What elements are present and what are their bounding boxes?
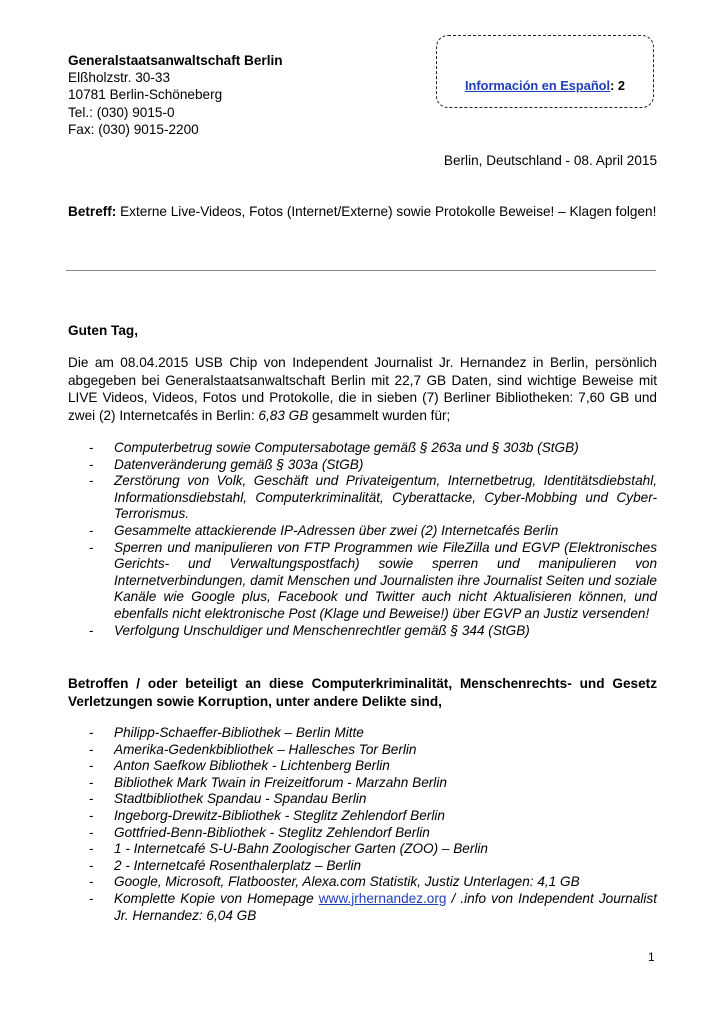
recipient-fax: Fax: (030) 9015-2200 xyxy=(68,121,199,137)
list-item: - Anton Saefkow Bibliothek - Lichtenberg Berlin xyxy=(89,758,390,774)
greeting: Guten Tag, xyxy=(68,323,138,338)
affected-heading: Betroffen / oder beteiligt an diese Computerkriminalität, Menschenrechts- und Gesetz Verletzungen sowie Korruption, unter andere Delikte sind, xyxy=(68,676,657,709)
recipient-org: Generalstaatsanwaltschaft Berlin xyxy=(68,53,283,68)
spanish-info-link[interactable]: Información en Español xyxy=(465,78,611,93)
page-number: 1 xyxy=(648,950,655,964)
list-item: - Ingeborg-Drewitz-Bibliothek - Steglitz Zehlendorf Berlin xyxy=(89,807,445,823)
recipient-tel: Tel.: (030) 9015-0 xyxy=(68,104,175,120)
list-item: - Amerika-Gedenkbibliothek – Hallesches Tor Berlin xyxy=(89,741,417,757)
divider xyxy=(66,270,656,271)
list-item: - Google, Microsoft, Flatbooster, Alexa.com Statistik, Justiz Unterlagen: 4,1 GB xyxy=(89,874,580,890)
intro-amount: 6,83 GB xyxy=(258,407,309,423)
offenses-list xyxy=(68,440,657,639)
date-line: Berlin, Deutschland - 08. April 2015 xyxy=(443,153,657,168)
list-item: - 1 - Internetcafé S-U-Bahn Zoologischer Garten (ZOO) – Berlin xyxy=(89,841,488,857)
intro-text-2: gesammelt wurden für; xyxy=(308,407,451,423)
list-item: - Stadtbibliothek Spandau - Spandau Berlin xyxy=(89,791,367,807)
list-item: - Zerstörung von Volk, Geschäft und Privateigentum, Internetbetrug, Identitätsdiebstahl, Informationsdiebstahl, Computerkriminalität, Cyberattacke, Cyber-Mobbing und Cyber-Terrorismus. xyxy=(89,473,657,522)
list-item: - Gesammelte attackierende IP-Adressen über zwei (2) Internetcafés Berlin xyxy=(89,522,559,538)
language-info-box xyxy=(436,35,654,108)
list-item: - Computerbetrug sowie Computersabotage gemäß § 263a und § 303b (StGB) xyxy=(89,440,579,455)
list-item: - Philipp-Schaeffer-Bibliothek – Berlin Mitte xyxy=(89,725,364,740)
list-item: - Datenveränderung gemäß § 303a (StGB) xyxy=(89,456,364,472)
list-item: - Verfolgung Unschuldiger und Menschenrechtler gemäß § 344 (StGB) xyxy=(89,622,530,638)
recipient-street: Elßholzstr. 30-33 xyxy=(68,70,170,86)
spanish-info-page: : 2 xyxy=(610,78,625,93)
list-item: - Komplette Kopie von Homepage www.jrhernandez.org / .info von Independent Journalist Jr. Hernandez: 6,04 GB xyxy=(89,890,658,923)
list-item: - Gottfried-Benn-Bibliothek - Steglitz Zehlendorf Berlin xyxy=(89,824,430,840)
recipient-city: 10781 Berlin-Schöneberg xyxy=(68,87,223,103)
subject-label: Betreff: xyxy=(68,204,117,219)
intro-paragraph xyxy=(68,354,657,424)
affected-list xyxy=(68,725,657,924)
list-item: - 2 - Internetcafé Rosenthalerplatz – Berlin xyxy=(89,857,362,873)
intro-text-1: Die am 08.04.2015 USB Chip von Independent Journalist Jr. Hernandez in Berlin, persönlich abgegeben bei Generalstaatsanwaltschaft Berlin mit 22,7 GB Daten, sind wichtige Beweise mit LIVE Videos, Videos, Fotos und Protokolle, die in sieben (7) Berliner Bibliotheken: 7,60 GB und zwei (2) Internetcafés in Berlin: xyxy=(68,355,657,423)
subject-line xyxy=(68,203,658,221)
subject-text: Externe Live-Videos, Fotos (Internet/Externe) sowie Protokolle Beweise! – Klagen folgen! xyxy=(116,204,657,219)
homepage-link[interactable]: www.jrhernandez.org xyxy=(318,890,447,906)
list-item: - Bibliothek Mark Twain in Freizeitforum - Marzahn Berlin xyxy=(89,774,447,790)
recipient-address xyxy=(68,52,283,138)
list-item: - Sperren und manipulieren von FTP Programmen wie FileZilla und EGVP (Elektronisches Gerichts- und Verwaltungspostfach) sowie sperren und manipulieren von Internetverbindungen, damit Menschen und Journalisten ihre Journalist Seiten und soziale Kanäle wie Google plus, Facebook und Twitter auch nicht Aktualisieren können, und ebenfalls nicht elektronische Post (Klage und Beweise!) über EGVP an Justiz versenden! xyxy=(89,539,657,621)
